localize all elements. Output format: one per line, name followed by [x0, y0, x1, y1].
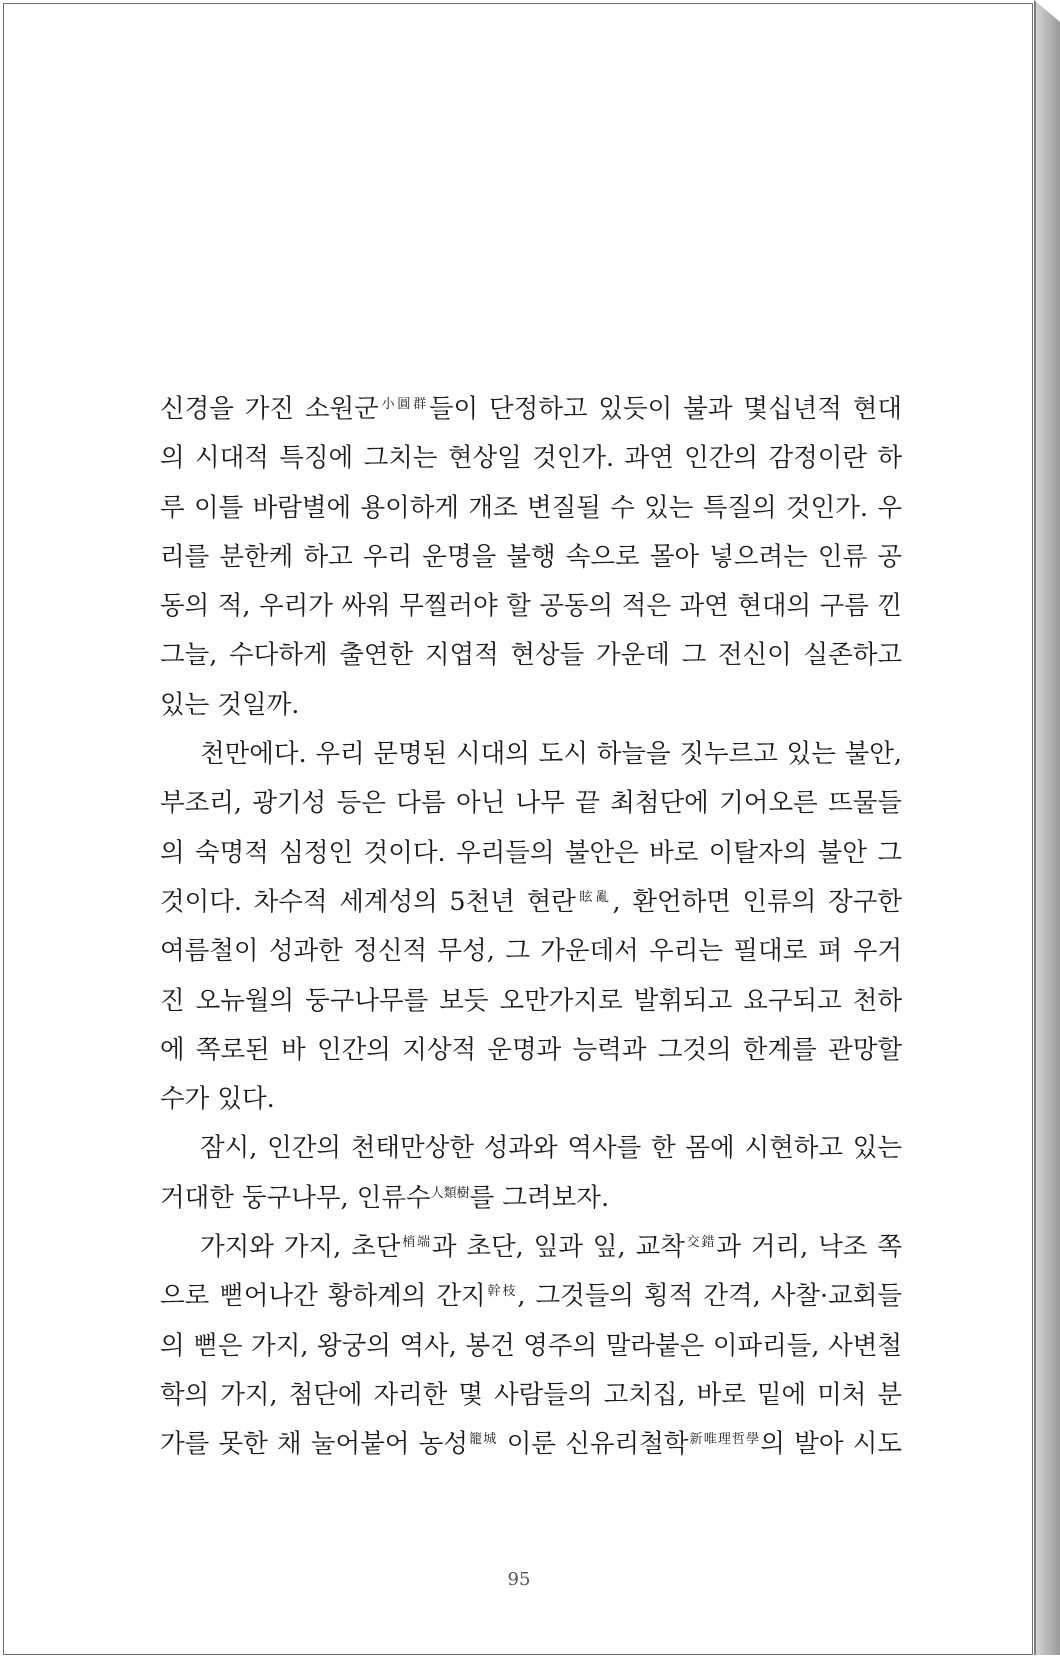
paragraph [160, 1124, 902, 1223]
page-edge-line [1034, 0, 1036, 1655]
text-line [160, 927, 902, 976]
text-run: 가지와 가지, 초단 [200, 1232, 401, 1263]
text-run: , 환언하면 인류의 장구한 [612, 886, 902, 917]
text-run: 과 초단, 잎과 잎, 교착 [431, 1232, 685, 1263]
text-run: 동의 적, 우리가 싸워 무찔러야 할 공동의 적은 과연 현대의 구름 낀 [160, 591, 902, 622]
text-run: 그늘, 수다하게 출연한 지엽적 현상들 가운데 그 전신이 실존하고 [160, 640, 902, 671]
text-line [160, 533, 902, 582]
text-run: 천만에다. 우리 문명된 시대의 도시 하늘을 짓누르고 있는 불안, [200, 739, 902, 770]
text-run: 수가 있다. [160, 1084, 275, 1115]
text-run: 있는 것일까. [160, 689, 300, 720]
page-edge-shadow [1034, 0, 1060, 1655]
text-run: 의 숙명적 심정인 것이다. 우리들의 불안은 바로 이탈자의 불안 그 [160, 837, 902, 868]
text-run: 학의 가지, 첨단에 자리한 몇 사람들의 고치집, 바로 밑에 미처 분 [160, 1379, 902, 1410]
text-run: 부조리, 광기성 등은 다름 아닌 나무 끝 최첨단에 기어오른 뜨물들 [160, 788, 902, 819]
text-line [160, 434, 902, 483]
text-line [160, 1174, 902, 1223]
text-run: 것이다. 차수적 세계성의 5천년 현란 [160, 886, 576, 917]
text-line [160, 484, 902, 533]
text-line [160, 582, 902, 631]
text-line [160, 1223, 902, 1272]
text-line [160, 681, 902, 730]
hanja-annotation: 幹枝 [485, 1284, 518, 1300]
hanja-annotation: 交錯 [684, 1235, 717, 1251]
text-run: , 그것들의 횡적 간격, 사찰·교회들 [517, 1281, 902, 1312]
text-line [160, 1322, 902, 1371]
text-run: 들이 단정하고 있듯이 불과 몇십년적 현대 [428, 394, 902, 424]
hanja-annotation: 新唯理哲學 [688, 1432, 761, 1448]
text-line [160, 1075, 902, 1124]
text-line [160, 1272, 902, 1321]
text-run: 진 오뉴월의 둥구나무를 보듯 오만가지로 발휘되고 요구되고 천하 [160, 985, 902, 1016]
text-run: 여름철이 성과한 정신적 무성, 그 가운데서 우리는 필대로 펴 우거 [160, 936, 902, 967]
text-run: 의 뻗은 가지, 왕궁의 역사, 봉건 영주의 말라붙은 이파리들, 사변철 [160, 1330, 902, 1361]
text-line [160, 385, 902, 434]
text-run: 의 시대적 특징에 그치는 현상일 것인가. 과연 인간의 감정이란 하 [160, 443, 902, 474]
hanja-annotation: 人類樹 [430, 1185, 470, 1201]
text-run: 리를 분한케 하고 우리 운명을 불행 속으로 몰아 넣으려는 인류 공 [160, 541, 902, 572]
text-line [160, 829, 902, 878]
paragraph [160, 1223, 902, 1469]
text-line [160, 1026, 902, 1075]
text-line [160, 1124, 902, 1173]
page-corner [1034, 0, 1060, 22]
text-line [160, 878, 902, 927]
hanja-annotation: 梢端 [400, 1235, 432, 1251]
text-line [160, 730, 902, 779]
text-run: 의 발아 시도 [760, 1429, 902, 1460]
hanja-annotation: 小圓群 [378, 397, 429, 412]
text-line [160, 1420, 902, 1469]
text-run: 과 거리, 낙조 쪽 [716, 1232, 902, 1263]
hanja-annotation: 眩亂 [575, 889, 613, 905]
book-page [3, 3, 1033, 1655]
text-run: 루 이틀 바람별에 용이하게 개조 변질될 수 있는 특질의 것인가. 우 [160, 492, 902, 523]
page-number: 95 [507, 1569, 531, 1590]
hanja-annotation: 籠城 [467, 1432, 498, 1448]
text-run: 이룬 신유리철학 [497, 1429, 689, 1460]
body-text [160, 385, 902, 1470]
text-run: 신경을 가진 소원군 [160, 394, 379, 424]
text-run: 를 그려보자. [469, 1182, 610, 1213]
text-run: 으로 뻗어나간 황하계의 간지 [160, 1281, 486, 1312]
text-run: 에 쪽로된 바 인간의 지상적 운명과 능력과 그것의 한계를 관망할 [160, 1034, 902, 1065]
text-line [160, 1371, 902, 1420]
text-line [160, 779, 902, 828]
paragraph [160, 730, 902, 1124]
text-run: 잠시, 인간의 천태만상한 성과와 역사를 한 몸에 시현하고 있는 [200, 1133, 902, 1164]
text-line [160, 977, 902, 1026]
text-run: 가를 못한 채 눌어붙어 농성 [160, 1429, 468, 1460]
paragraph [160, 385, 902, 730]
text-line [160, 631, 902, 680]
text-run: 거대한 둥구나무, 인류수 [160, 1182, 431, 1213]
